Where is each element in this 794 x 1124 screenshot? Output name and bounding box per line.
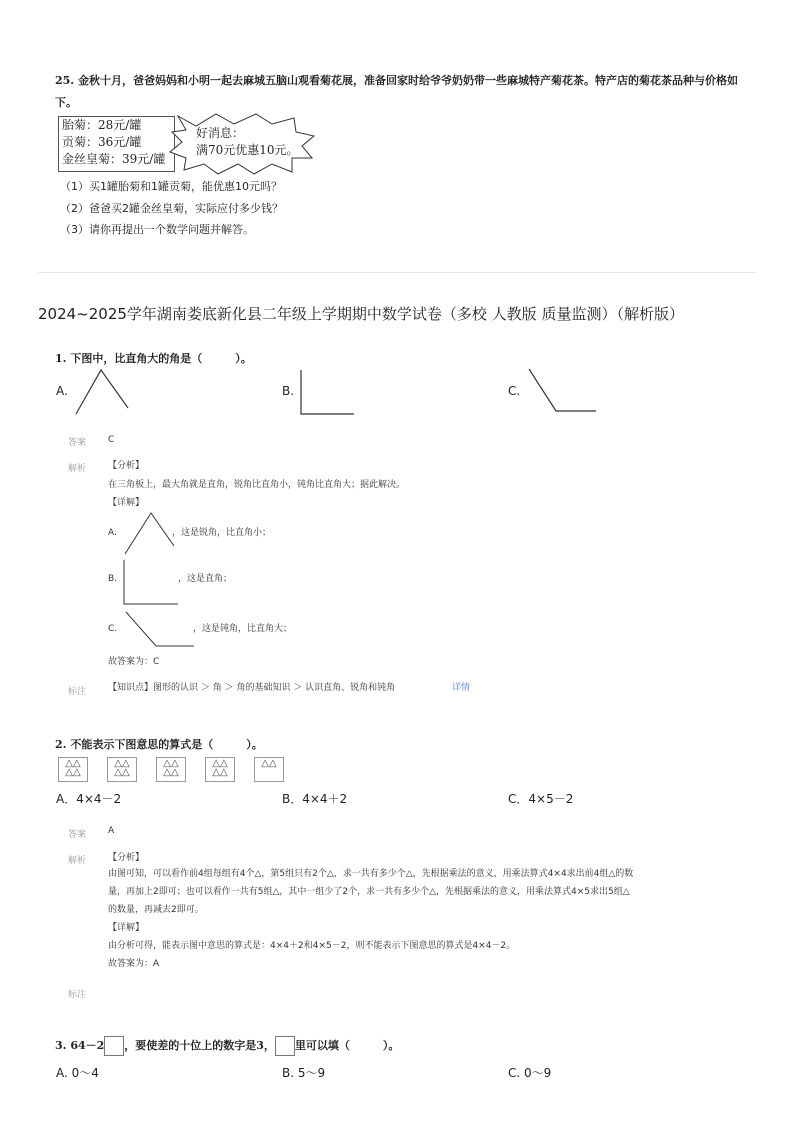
q2-analysis-label: 解析 bbox=[68, 856, 87, 866]
q1-note: 【知识点】图形的认识 ＞ 角 ＞ 角的基础知识 ＞ 认识直角、锐角和钝角 bbox=[108, 683, 396, 693]
price-item: 胎菊：28元/罐 bbox=[62, 118, 142, 132]
right-angle-figure-small bbox=[120, 558, 182, 608]
exam-title: 2024~2025学年湖南娄底新化县二年级上学期期中数学试卷（多校 人教版 质量监测）（解析版） bbox=[38, 305, 684, 323]
q1-detail-head: 【详解】 bbox=[108, 498, 145, 508]
q1-answer-label: 答案 bbox=[68, 438, 87, 448]
q1-answer: C bbox=[108, 435, 115, 445]
q25-sub-1: （1）买1罐胎菊和1罐贡菊，能优惠10元吗？ bbox=[60, 180, 282, 193]
triangle-row: △△ bbox=[163, 767, 179, 778]
acute-angle-figure-small bbox=[122, 510, 178, 556]
q2-analysis-line: 由图可知，可以看作前4组每组有4个△，第5组只有2个△，求一共有多少个△，先根据乘法的意义，用乘法算式4×4求出前4组△的数 bbox=[108, 869, 634, 879]
q1-analysis-head: 【分析】 bbox=[108, 461, 145, 471]
good-news-title: 好消息： bbox=[196, 126, 245, 140]
price-item: 贡菊：36元/罐 bbox=[62, 135, 142, 149]
q1-detail-c: ，这是钝角，比直角大； bbox=[193, 624, 293, 634]
q2-answer-label: 答案 bbox=[68, 830, 87, 840]
q2-detail-head: 【详解】 bbox=[108, 923, 145, 933]
q2-conclusion: 故答案为：A bbox=[108, 959, 160, 969]
q1-conclusion: 故答案为：C bbox=[108, 657, 160, 667]
triangle-group bbox=[58, 757, 88, 782]
q2-option-b[interactable]: B．4×4＋2 bbox=[282, 792, 348, 806]
q1-stem: 1. 下图中，比直角大的角是（ ）。 bbox=[55, 352, 252, 365]
triangle-row: △△ bbox=[163, 758, 179, 769]
triangle-row: △△ bbox=[261, 758, 277, 769]
q25-sub-2: （2）爸爸买2罐金丝皇菊，实际应付多少钱？ bbox=[60, 202, 283, 215]
q1-analysis-label: 解析 bbox=[68, 464, 87, 474]
right-angle-figure bbox=[296, 368, 360, 418]
q2-detail-text: 由分析可得，能表示图中意思的算式是：4×4＋2和4×5－2，则不能表示下图意思的算式是4×4－2。 bbox=[108, 941, 516, 951]
price-item: 金丝皇菊：39元/罐 bbox=[62, 152, 166, 166]
q1-note-label: 标注 bbox=[68, 687, 87, 697]
q2-analysis-line: 量，再加上2即可；也可以看作一共有5组△，其中一组少了2个，求一共有多少个△，先根据乘法的意义，用乘法算式4×5求出5组△ bbox=[108, 887, 630, 897]
triangle-row: △△ bbox=[212, 767, 228, 778]
obtuse-angle-figure bbox=[526, 366, 600, 416]
good-news-text: 满70元优惠10元。 bbox=[196, 143, 299, 157]
triangle-row: △△ bbox=[212, 758, 228, 769]
q2-analysis-line: 的数量，再减去2即可。 bbox=[108, 905, 204, 915]
q1-option-a[interactable]: A. bbox=[56, 384, 68, 398]
triangle-row: △△ bbox=[65, 767, 81, 778]
q1-analysis-text: 在三角板上，最大角就是直角，锐角比直角小，钝角比直角大；据此解决。 bbox=[108, 480, 406, 490]
q25-sub-3: （3）请你再提出一个数学问题并解答。 bbox=[60, 223, 254, 236]
q2-answer: A bbox=[108, 826, 115, 836]
triangle-group-partial bbox=[254, 757, 284, 782]
price-list-box bbox=[58, 116, 175, 172]
q2-option-a[interactable]: A．4×4－2 bbox=[56, 792, 122, 806]
triangle-group bbox=[107, 757, 137, 782]
q3-blank-box[interactable] bbox=[275, 1036, 295, 1056]
q1-option-c[interactable]: C. bbox=[508, 384, 521, 398]
triangle-row: △△ bbox=[65, 758, 81, 769]
q1-detail-link[interactable]: 详情 bbox=[452, 683, 471, 693]
section-divider bbox=[38, 272, 756, 273]
q3-option-a[interactable]: A. 0～4 bbox=[56, 1066, 99, 1080]
q1-detail-b-label: B. bbox=[108, 574, 118, 584]
q1-detail-a: ，这是锐角，比直角小； bbox=[172, 528, 272, 538]
q3-stem-part: 里可以填（ ）。 bbox=[294, 1039, 400, 1052]
q3-blank-box[interactable] bbox=[104, 1036, 124, 1056]
q3-option-c[interactable]: C. 0～9 bbox=[508, 1066, 552, 1080]
q3-stem-part: 3. 64－2 bbox=[55, 1039, 105, 1052]
q2-note-label: 标注 bbox=[68, 990, 87, 1000]
q1-detail-c-label: C. bbox=[108, 624, 118, 634]
triangle-row: △△ bbox=[114, 758, 130, 769]
q2-option-c[interactable]: C．4×5－2 bbox=[508, 792, 574, 806]
q3-stem bbox=[55, 1036, 399, 1056]
q3-stem-part: ，要使差的十位上的数字是3， bbox=[124, 1039, 275, 1052]
acute-angle-figure bbox=[72, 366, 132, 416]
q1-detail-a-label: A. bbox=[108, 528, 117, 538]
triangle-group bbox=[205, 757, 235, 782]
q25-stem: 25. 金秋十月，爸爸妈妈和小明一起去麻城五脑山观看菊花展，准备回家时给爷爷奶奶带一些麻城特产菊花茶。特产店的菊花茶品种与价格如下。 bbox=[55, 74, 738, 109]
q3-option-b[interactable]: B. 5～9 bbox=[282, 1066, 326, 1080]
q2-stem: 2. 不能表示下图意思的算式是（ ）。 bbox=[55, 738, 263, 751]
triangle-group bbox=[156, 757, 186, 782]
q2-analysis-head: 【分析】 bbox=[108, 853, 145, 863]
q1-option-b[interactable]: B. bbox=[282, 384, 295, 398]
obtuse-angle-figure-small bbox=[124, 610, 196, 650]
q1-detail-b: ，这是直角； bbox=[178, 574, 233, 584]
triangle-row: △△ bbox=[114, 767, 130, 778]
